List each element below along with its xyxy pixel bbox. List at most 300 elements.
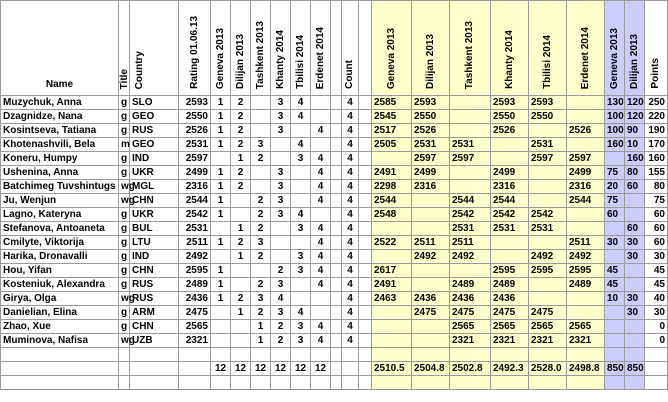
player-name: Ushenina, Anna — [1, 166, 119, 180]
total-points: 45 — [645, 278, 668, 292]
performance-value — [529, 166, 567, 180]
total-points: 155 — [645, 166, 668, 180]
tournament-slot: 2 — [251, 194, 271, 208]
performance-value: 2597 — [412, 152, 450, 166]
player-rating: 2593 — [179, 96, 211, 110]
tournament-slot: 4 — [311, 320, 331, 334]
table-row — [1, 194, 668, 208]
total-points: 30 — [645, 306, 668, 320]
performance-value — [529, 124, 567, 138]
total-count: 12 — [311, 362, 331, 376]
player-rating: 2436 — [179, 292, 211, 306]
tournament-slot: 2 — [231, 96, 251, 110]
header-t2-4: Tbilisi 2014 — [529, 1, 567, 96]
player-rating: 2511 — [179, 236, 211, 250]
tournament-slot — [311, 110, 331, 124]
player-rating: 2492 — [179, 250, 211, 264]
empty-cell — [605, 348, 625, 362]
tournament-slot — [291, 194, 311, 208]
header-t3-1: Dilijan 2013 — [625, 1, 645, 96]
tournament-count: 4 — [342, 124, 359, 138]
tournament-slot: 4 — [311, 152, 331, 166]
tournament-slot — [271, 222, 291, 236]
tournament-slot — [311, 96, 331, 110]
tournament-slot — [251, 264, 271, 278]
empty-cell — [412, 348, 450, 362]
empty-cell — [605, 376, 625, 390]
tournament-slot: 3 — [291, 250, 311, 264]
tournament-slot — [291, 180, 311, 194]
performance-value — [372, 306, 412, 320]
player-country: RUS — [130, 278, 179, 292]
performance-value: 2545 — [372, 110, 412, 124]
empty-cell — [119, 362, 130, 376]
tournament-slot — [211, 306, 231, 320]
performance-value: 2491 — [372, 278, 412, 292]
tournament-slot — [211, 152, 231, 166]
tournament-slot — [271, 138, 291, 152]
player-country: LTU — [130, 236, 179, 250]
performance-value: 2595 — [567, 264, 605, 278]
performance-value — [372, 250, 412, 264]
bonus-points: 10 — [605, 292, 625, 306]
bonus-points — [605, 306, 625, 320]
tournament-slot: 2 — [251, 306, 271, 320]
player-country: RUS — [130, 292, 179, 306]
total-points: 60 — [645, 236, 668, 250]
tournament-count: 4 — [342, 96, 359, 110]
tournament-slot: 2 — [251, 152, 271, 166]
performance-value: 2517 — [372, 124, 412, 138]
performance-value — [372, 222, 412, 236]
performance-value: 2522 — [372, 236, 412, 250]
total-count: 12 — [291, 362, 311, 376]
player-name: Dzagnidze, Nana — [1, 110, 119, 124]
empty-cell — [491, 348, 529, 362]
gap-cell — [359, 320, 372, 334]
tournament-slot: 3 — [291, 334, 311, 348]
tournament-slot — [311, 292, 331, 306]
tournament-slot: 2 — [271, 320, 291, 334]
tournament-slot: 4 — [291, 138, 311, 152]
player-title: g — [119, 152, 130, 166]
tournament-slot: 3 — [271, 278, 291, 292]
tournament-slot — [251, 96, 271, 110]
player-country: BUL — [130, 222, 179, 236]
empty-cell — [271, 376, 291, 390]
gap-cell — [359, 180, 372, 194]
player-rating: 2542 — [179, 208, 211, 222]
performance-value: 2531 — [491, 222, 529, 236]
tournament-count: 4 — [342, 110, 359, 124]
performance-value: 2593 — [412, 96, 450, 110]
tournament-count: 4 — [342, 292, 359, 306]
tournament-slot: 1 — [211, 278, 231, 292]
tournament-slot: 3 — [251, 292, 271, 306]
player-name: Cmilyte, Viktorija — [1, 236, 119, 250]
tournament-slot — [231, 278, 251, 292]
player-rating: 2489 — [179, 278, 211, 292]
performance-value: 2593 — [529, 96, 567, 110]
table-row — [1, 292, 668, 306]
performance-value: 2542 — [529, 208, 567, 222]
average-rating: 2498.8 — [567, 362, 605, 376]
tournament-slot — [231, 264, 251, 278]
total-count: 12 — [211, 362, 231, 376]
tournament-slot: 3 — [291, 264, 311, 278]
gap-cell — [359, 110, 372, 124]
player-title: g — [119, 306, 130, 320]
player-country: UKR — [130, 166, 179, 180]
player-title: g — [119, 110, 130, 124]
player-country: CHN — [130, 194, 179, 208]
empty-cell — [331, 348, 342, 362]
player-title: g — [119, 250, 130, 264]
gap-cell — [359, 138, 372, 152]
tournament-slot: 3 — [251, 138, 271, 152]
table-row — [1, 264, 668, 278]
tournament-slot: 4 — [311, 194, 331, 208]
gap-cell — [331, 110, 342, 124]
gap-cell — [359, 278, 372, 292]
tournament-count: 4 — [342, 166, 359, 180]
performance-value: 2492 — [450, 250, 491, 264]
performance-value — [529, 236, 567, 250]
performance-value: 2550 — [412, 110, 450, 124]
header-t1-3: Khanty 2014 — [271, 1, 291, 96]
tournament-slot: 1 — [251, 334, 271, 348]
performance-value: 2475 — [412, 306, 450, 320]
tournament-slot: 2 — [231, 180, 251, 194]
player-name: Stefanova, Antoaneta — [1, 222, 119, 236]
player-name: Lagno, Kateryna — [1, 208, 119, 222]
tournament-slot — [271, 152, 291, 166]
player-title: m — [119, 138, 130, 152]
header-count: Count — [342, 1, 359, 96]
player-name: Koneru, Humpy — [1, 152, 119, 166]
total-points: 250 — [645, 96, 668, 110]
gap-cell — [331, 166, 342, 180]
tournament-slot: 3 — [291, 222, 311, 236]
player-title: g — [119, 96, 130, 110]
gap-cell — [359, 334, 372, 348]
player-rating: 2321 — [179, 334, 211, 348]
tournament-slot: 2 — [251, 222, 271, 236]
tournament-count: 4 — [342, 278, 359, 292]
gap-cell — [331, 236, 342, 250]
tournament-count: 4 — [342, 236, 359, 250]
tournament-count: 4 — [342, 320, 359, 334]
bonus-points: 20 — [605, 180, 625, 194]
performance-value — [491, 250, 529, 264]
tournament-slot: 3 — [291, 152, 311, 166]
bonus-points — [605, 250, 625, 264]
tournament-slot: 2 — [251, 208, 271, 222]
tournament-slot: 1 — [211, 236, 231, 250]
performance-value: 2492 — [529, 250, 567, 264]
empty-cell — [342, 348, 359, 362]
bonus-points — [605, 222, 625, 236]
performance-value: 2499 — [567, 166, 605, 180]
player-rating: 2544 — [179, 194, 211, 208]
bonus-points: 60 — [625, 222, 645, 236]
bonus-points: 30 — [625, 250, 645, 264]
tournament-slot: 1 — [231, 250, 251, 264]
player-rating: 2531 — [179, 138, 211, 152]
average-rating: 2510.5 — [372, 362, 412, 376]
bonus-points: 30 — [625, 306, 645, 320]
bonus-points — [625, 320, 645, 334]
player-name: Muzychuk, Anna — [1, 96, 119, 110]
performance-value: 2544 — [567, 194, 605, 208]
gap-cell — [331, 194, 342, 208]
performance-value: 2595 — [529, 264, 567, 278]
table-row — [1, 334, 668, 348]
player-name: Danielian, Elina — [1, 306, 119, 320]
header-t2-0: Geneva 2013 — [372, 1, 412, 96]
player-title: g — [119, 222, 130, 236]
performance-value: 2475 — [491, 306, 529, 320]
empty-cell — [645, 348, 668, 362]
player-country: RUS — [130, 124, 179, 138]
performance-value: 2321 — [491, 334, 529, 348]
gap-cell — [359, 236, 372, 250]
tournament-slot — [231, 194, 251, 208]
tournament-slot: 1 — [231, 152, 251, 166]
empty-cell — [179, 362, 211, 376]
tournament-slot — [311, 208, 331, 222]
empty-cell — [529, 348, 567, 362]
empty-cell — [645, 376, 668, 390]
performance-value: 2531 — [450, 222, 491, 236]
performance-value: 2526 — [491, 124, 529, 138]
gap-cell — [359, 292, 372, 306]
tournament-slot: 2 — [251, 250, 271, 264]
bonus-points — [625, 194, 645, 208]
header-t1-5: Erdenet 2014 — [311, 1, 331, 96]
player-country: IND — [130, 250, 179, 264]
header-t2-2: Tashkent 2013 — [450, 1, 491, 96]
tournament-slot — [251, 180, 271, 194]
bonus-points — [605, 334, 625, 348]
performance-value — [491, 138, 529, 152]
player-country: SLO — [130, 96, 179, 110]
totals-row — [1, 362, 668, 376]
table-row — [1, 138, 668, 152]
tournament-slot: 2 — [231, 236, 251, 250]
empty-cell — [231, 376, 251, 390]
performance-value: 2316 — [491, 180, 529, 194]
average-rating: 2502.8 — [450, 362, 491, 376]
gap-cell — [359, 124, 372, 138]
empty-cell — [1, 376, 119, 390]
empty-cell — [291, 348, 311, 362]
performance-value: 2544 — [372, 194, 412, 208]
table-row — [1, 222, 668, 236]
player-title: g — [119, 208, 130, 222]
player-title: wg — [119, 292, 130, 306]
empty-cell — [179, 376, 211, 390]
performance-value — [450, 124, 491, 138]
table-body — [1, 96, 668, 390]
tournament-slot: 1 — [251, 320, 271, 334]
tournament-slot — [231, 320, 251, 334]
bonus-points: 45 — [605, 264, 625, 278]
player-name: Zhao, Xue — [1, 320, 119, 334]
tournament-slot: 2 — [271, 334, 291, 348]
empty-cell — [342, 376, 359, 390]
empty-cell — [567, 348, 605, 362]
table-row — [1, 180, 668, 194]
tournament-slot: 3 — [271, 110, 291, 124]
tournament-slot: 2 — [231, 110, 251, 124]
tournament-count: 4 — [342, 250, 359, 264]
empty-cell — [372, 376, 412, 390]
spacer-row — [1, 348, 668, 362]
total-bonus: 850 — [625, 362, 645, 376]
tournament-count: 4 — [342, 180, 359, 194]
table-row — [1, 208, 668, 222]
gap-cell — [331, 138, 342, 152]
player-title: wg — [119, 334, 130, 348]
empty-cell — [130, 348, 179, 362]
total-count: 12 — [271, 362, 291, 376]
total-points: 170 — [645, 138, 668, 152]
empty-cell — [119, 376, 130, 390]
performance-value: 2298 — [372, 180, 412, 194]
empty-cell — [251, 376, 271, 390]
total-count: 12 — [231, 362, 251, 376]
bonus-points: 75 — [605, 166, 625, 180]
tournament-slot: 4 — [311, 124, 331, 138]
tournament-slot: 1 — [231, 222, 251, 236]
bonus-points — [625, 334, 645, 348]
tournament-slot — [291, 278, 311, 292]
gap-cell — [359, 152, 372, 166]
bonus-points — [605, 320, 625, 334]
empty-cell — [567, 376, 605, 390]
performance-value: 2321 — [567, 334, 605, 348]
bonus-points: 75 — [605, 194, 625, 208]
performance-value: 2593 — [491, 96, 529, 110]
performance-value: 2463 — [372, 292, 412, 306]
tournament-slot: 4 — [311, 236, 331, 250]
bonus-points: 120 — [625, 96, 645, 110]
tournament-slot — [291, 124, 311, 138]
performance-value — [412, 264, 450, 278]
performance-value — [412, 194, 450, 208]
performance-value — [372, 152, 412, 166]
performance-value: 2531 — [529, 138, 567, 152]
gap-cell — [359, 208, 372, 222]
average-rating: 2504.8 — [412, 362, 450, 376]
tournament-slot: 1 — [211, 96, 231, 110]
player-rating: 2531 — [179, 222, 211, 236]
gap-cell — [359, 306, 372, 320]
gap-cell — [359, 96, 372, 110]
empty-cell — [1, 362, 119, 376]
empty-cell — [645, 362, 668, 376]
performance-value: 2321 — [529, 334, 567, 348]
performance-value: 2617 — [372, 264, 412, 278]
total-bonus: 850 — [605, 362, 625, 376]
tournament-slot — [211, 334, 231, 348]
bonus-points: 30 — [605, 236, 625, 250]
performance-value: 2499 — [491, 166, 529, 180]
performance-value: 2550 — [529, 110, 567, 124]
player-name: Muminova, Nafisa — [1, 334, 119, 348]
performance-value — [567, 306, 605, 320]
player-rating: 2526 — [179, 124, 211, 138]
tournament-slot: 3 — [251, 236, 271, 250]
tournament-count: 4 — [342, 152, 359, 166]
tournament-slot — [291, 236, 311, 250]
empty-cell — [291, 376, 311, 390]
total-points: 30 — [645, 250, 668, 264]
player-country: MGL — [130, 180, 179, 194]
gap-cell — [331, 208, 342, 222]
empty-cell — [311, 376, 331, 390]
tournament-slot — [251, 110, 271, 124]
bonus-points: 10 — [625, 138, 645, 152]
average-rating: 2492.3 — [491, 362, 529, 376]
gap-cell — [331, 222, 342, 236]
performance-value: 2511 — [450, 236, 491, 250]
gap-cell — [359, 362, 372, 376]
player-name: Kosteniuk, Alexandra — [1, 278, 119, 292]
tournament-slot: 1 — [211, 208, 231, 222]
empty-cell — [331, 376, 342, 390]
performance-value — [450, 110, 491, 124]
tournament-count: 4 — [342, 306, 359, 320]
gap-cell — [359, 264, 372, 278]
performance-value — [529, 278, 567, 292]
performance-value: 2436 — [491, 292, 529, 306]
performance-value — [491, 152, 529, 166]
tournament-slot: 2 — [231, 124, 251, 138]
gap-cell — [359, 250, 372, 264]
player-title: wg — [119, 180, 130, 194]
tournament-count: 4 — [342, 222, 359, 236]
total-points: 80 — [645, 180, 668, 194]
performance-value: 2492 — [412, 250, 450, 264]
tournament-slot — [231, 334, 251, 348]
empty-cell — [130, 376, 179, 390]
performance-value: 2565 — [529, 320, 567, 334]
performance-value: 2436 — [450, 292, 491, 306]
bonus-points: 30 — [625, 292, 645, 306]
tournament-slot — [311, 306, 331, 320]
player-title: g — [119, 124, 130, 138]
gap-cell — [331, 124, 342, 138]
tournament-slot: 1 — [211, 124, 231, 138]
performance-value — [567, 208, 605, 222]
gap-cell — [331, 334, 342, 348]
performance-value: 2542 — [450, 208, 491, 222]
bonus-points — [605, 152, 625, 166]
tournament-slot: 3 — [271, 208, 291, 222]
bonus-points — [625, 278, 645, 292]
performance-value — [529, 194, 567, 208]
header-gap-2 — [359, 1, 372, 96]
performance-value: 2475 — [450, 306, 491, 320]
tournament-slot — [251, 124, 271, 138]
header-t3-0: Geneva 2013 — [605, 1, 625, 96]
player-name: Kosintseva, Tatiana — [1, 124, 119, 138]
header-t1-1: Dilijan 2013 — [231, 1, 251, 96]
performance-value: 2321 — [450, 334, 491, 348]
empty-cell — [625, 348, 645, 362]
